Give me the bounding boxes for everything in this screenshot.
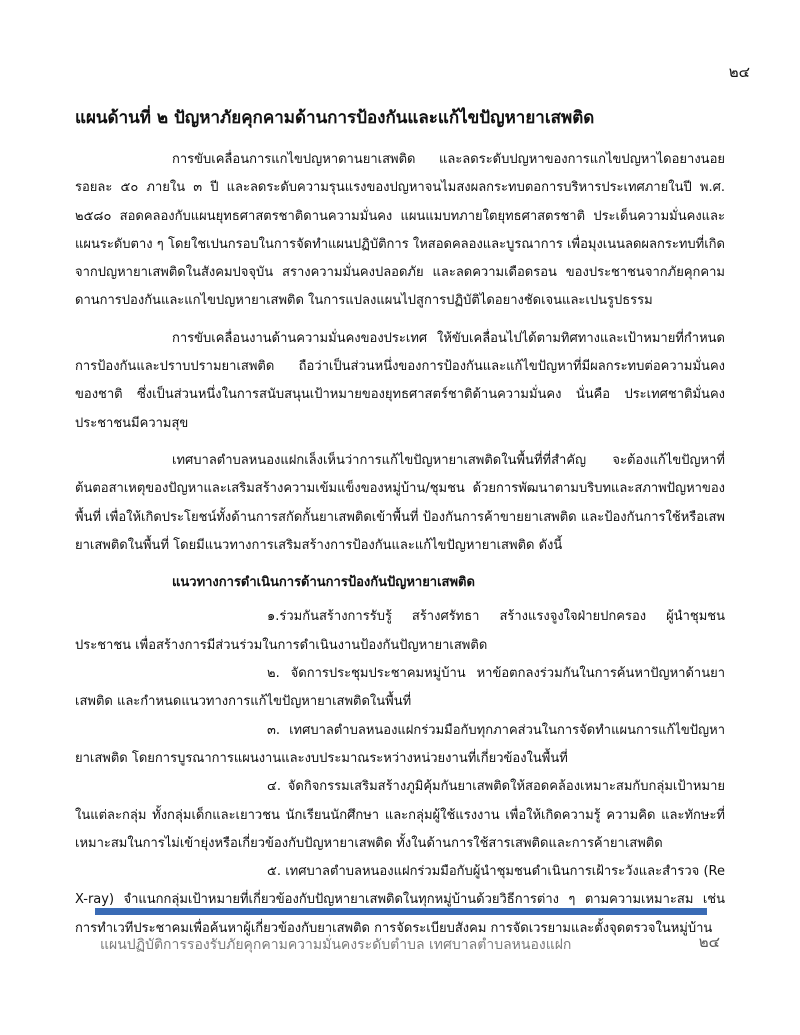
footer-page-number: ๒๔ xyxy=(698,933,720,951)
body-content xyxy=(75,146,725,943)
footer-title: แผนปฏิบัติการรองรับภัยคุกคามความมั่นคงระดับตำบล เทศบาลตำบลหนองแฝก xyxy=(100,937,572,953)
section-heading: แผนด้านที่ ๒ ปัญหาภัยคุกคามด้านการป้องกันและแก้ไขปัญหายาเสพติด xyxy=(75,108,595,128)
list-item-3: ๓. เทศบาลตำบลหนองแฝกร่วมมือกับทุกภาคส่วนในการจัดทำแผนการแก้ไขปัญหายาเสพติด โดยการบูรณาการแผนงานและงบประมาณระหว่างหน่วยงานที่เกี่ยวข้องในพื้นที่ xyxy=(75,722,725,766)
paragraph-3: เทศบาลตำบลหนองแฝกเล็งเห็นว่าการแก้ไขปัญหายาเสพติดในพื้นที่ที่สำคัญ จะต้องแก้ไขปัญหาที่ต้นตอสาเหตุของปัญหาและเสริมสร้างความเข้มแข็งของหมู่บ้าน/ชุมชน ด้วยการพัฒนาตามบริบทและสภาพปัญหาของพื้นที่ เพื่อให้เกิดประโยชน์ทั้งด้านการสกัดกั้นยาเสพติดเข้าพื้นที่ ป้องกันการค้าขายยาเสพติด และป้องกันการใช้หรือเสพยาเสพติดในพื้นที่ โดยมีแนวทางการเสริมสร้างการป้องกันและแก้ไขปัญหายาเสพติด ดังนี้ xyxy=(75,452,725,553)
footer-divider xyxy=(95,908,707,915)
page-number-top: ๒๔ xyxy=(728,63,750,81)
paragraph-2: การขับเคลื่อนงานด้านความมั่นคงของประเทศ ให้ขับเคลื่อนไปได้ตามทิศทางและเป้าหมายที่กำหนด การป้องกันและปราบปรามยาเสพติด ถือว่าเป็นส่วนหนึ่งของการป้องกันและแก้ไขปัญหาที่มีผลกระทบต่อความมั่นคงของชาติ ซึ่งเป็นส่วนหนึ่งในการสนับสนุนเป้าหมายของยุทธศาสตร์ชาติด้านความมั่นคง นั่นคือ ประเทศชาติมั่นคง ประชาชนมีความสุข xyxy=(75,330,725,431)
list-item-5: ๕. เทศบาลตำบลหนองแฝกร่วมมือกับผู้นำชุมชนดำเนินการเฝ้าระวังและสำรวจ (Re X-ray) จำแนกกลุ่มเป้าหมายที่เกี่ยวข้องกับปัญหายาเสพติดในทุกหมู่บ้านด้วยวิธีการต่าง ๆ ตามความเหมาะสม เช่น การทำเวทีประชาคมเพื่อค้นหาผู้เกี่ยวข้องกับยาเสพติด การจัดระเบียบสังคม การจัดเวรยามและตั้งจุดตรวจในหมู่บ้าน xyxy=(75,864,725,936)
list-item-1: ๑.ร่วมกันสร้างการรับรู้ สร้างศรัทธา สร้างแรงจูงใจฝ่ายปกครอง ผู้นำชุมชน ประชาชน เพื่อสร้างการมีส่วนร่วมในการดำเนินงานป้องกันปัญหายาเสพติด xyxy=(75,609,725,653)
list-item-4: ๔. จัดกิจกรรมเสริมสร้างภูมิคุ้มกันยาเสพติดให้สอดคล้องเหมาะสมกับกลุ่มเป้าหมาย ในแต่ละกลุ่ม ทั้งกลุ่มเด็กและเยาวชน นักเรียนนักศึกษา และกลุ่มผู้ใช้แรงงาน เพื่อให้เกิดความรู้ ความคิด และทักษะที่เหมาะสมในการไม่เข้ายุ่งหรือเกี่ยวข้องกับปัญหายาเสพติด ทั้งในด้านการใช้สารเสพติดและการค้ายาเสพติด xyxy=(75,779,725,851)
paragraph-1: การขับเคลื่อนการแกไขปญหาดานยาเสพติด และลดระดับปญหาของการแกไขปญหาไดอยางนอยรอยละ ๕๐ ภายใน ๓ ปี และลดระดับความรุนแรงของปญหาจนไมสงผลกระทบตอการบริหารประเทศภายในปี พ.ศ. ๒๕๘๐ สอดคลองกับแผนยุทธศาสตรชาติดานความมั่นคง แผนแมบทภายใตยุทธศาสตรชาติ ประเด็นความมั่นคงและแผนระดับตาง ๆ โดยใชเปนกรอบในการจัดทําแผนปฏิบัติการ ใหสอดคลองและบูรณาการ เพื่อมุงเนนลดผลกระทบที่เกิดจากปญหายาเสพติดในสังคมปจจุบัน สรางความมั่นคงปลอดภัย และลดความเดือดรอน ของประชาชนจากภัยคุกคามดานการปองกันและแกไขปญหายาเสพติด ในการแปลงแผนไปสูการปฏิบัติไดอยางชัดเจนและเปนรูปธรรม xyxy=(75,152,725,309)
sub-heading: แนวทางการดำเนินการด้านการป้องกันปัญหายาเสพติด xyxy=(172,575,475,591)
list-item-2: ๒. จัดการประชุมประชาคมหมู่บ้าน หาข้อตกลงร่วมกันในการค้นหาปัญหาด้านยาเสพติด และกำหนดแนวทางการแก้ไขปัญหายาเสพติดในพื้นที่ xyxy=(75,666,725,710)
